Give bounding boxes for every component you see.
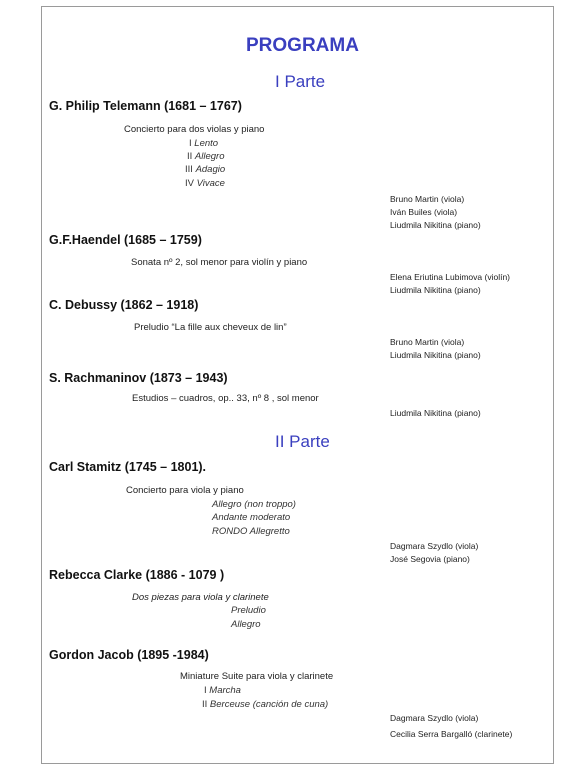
work-title: Sonata nº 2, sol menor para violín y piano (131, 257, 308, 268)
movement-item: II Allegro (187, 151, 225, 162)
composer-rachmaninov: S. Rachmaninov (1873 – 1943) (49, 371, 228, 385)
part-heading-1: I Parte (275, 72, 326, 91)
movement-item: IV Vivace (185, 178, 225, 189)
performer: Liudmila Nikitina (piano) (390, 285, 481, 295)
movement-item: RONDO Allegretto (212, 526, 290, 537)
movement-item: Allegro (non troppo) (212, 499, 296, 510)
performer: Iván Builes (viola) (390, 207, 458, 217)
composer-telemann: G. Philip Telemann (1681 – 1767) (49, 99, 242, 113)
movement-item: Andante moderato (212, 512, 291, 523)
performer: Dagmara Szydlo (viola) (390, 541, 479, 551)
performer: Bruno Martin (viola) (390, 337, 465, 347)
work-title: Miniature Suite para viola y clarinete (180, 671, 334, 682)
performer: Bruno Martin (viola) (390, 194, 465, 204)
performer: José Segovia (piano) (390, 554, 470, 564)
part-heading-2: II Parte (275, 432, 330, 451)
composer-debussy: C. Debussy (1862 – 1918) (49, 298, 199, 312)
performer: Dagmara Szydlo (viola) (390, 713, 479, 723)
work-title: Estudios – cuadros, op.. 33, nº 8 , sol menor (132, 393, 319, 404)
work-title: Concierto para dos violas y piano (124, 124, 265, 135)
composer-clarke: Rebecca Clarke (1886 - 1079 ) (49, 568, 225, 582)
work-title: Dos piezas para viola y clarinete (132, 592, 269, 603)
work-title: Concierto para viola y piano (126, 485, 244, 496)
composer-haendel: G.F.Haendel (1685 – 1759) (49, 233, 202, 247)
composer-jacob: Gordon Jacob (1895 -1984) (49, 648, 209, 662)
performer: Liudmila Nikitina (piano) (390, 408, 481, 418)
movement-item: I Lento (189, 138, 219, 149)
movement-item: I Marcha (204, 685, 241, 696)
work-title: Preludio “La fille aux cheveux de lin” (134, 322, 287, 333)
movement-item: Preludio (231, 605, 266, 616)
movement-item: II Berceuse (canción de cuna) (202, 699, 329, 710)
movement-item: III Adagio (185, 164, 226, 175)
performer: Cecilia Serra Bargalló (clarinete) (390, 729, 513, 739)
performer: Liudmila Nikitina (piano) (390, 220, 481, 230)
performer: Elena Eriutina Lubimova (violín) (390, 272, 511, 282)
composer-stamitz: Carl Stamitz (1745 – 1801). (49, 460, 207, 474)
performer: Liudmila Nikitina (piano) (390, 350, 481, 360)
program-page (41, 6, 554, 764)
movement-item: Allegro (231, 619, 261, 630)
page-title: PROGRAMA (246, 35, 359, 56)
